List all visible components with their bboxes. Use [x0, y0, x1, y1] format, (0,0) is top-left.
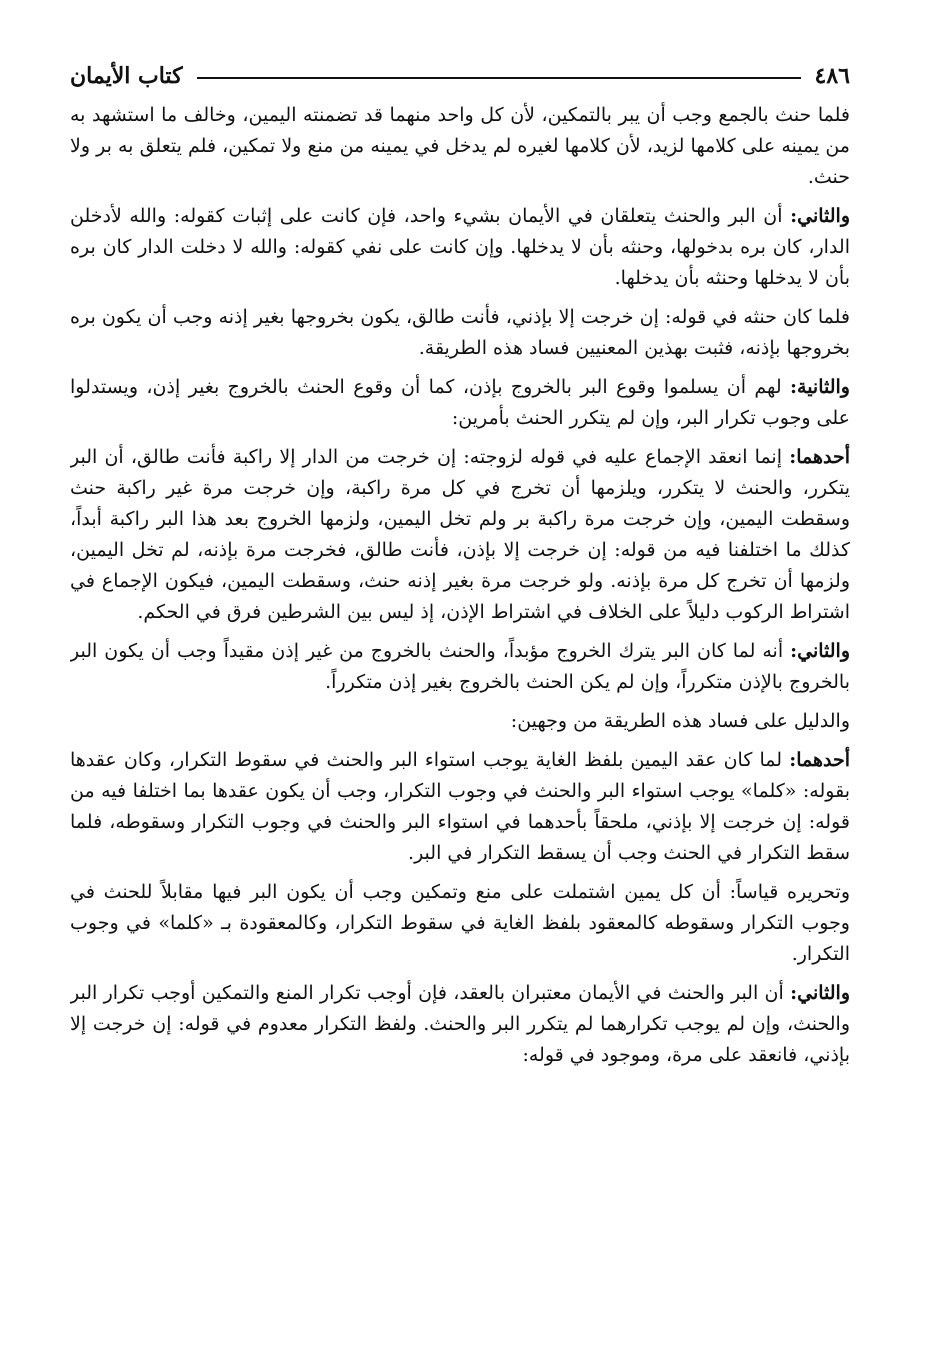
book-page [70, 58, 850, 1358]
paragraph-lead: أحدهما: [789, 749, 850, 771]
page-body [70, 100, 850, 1071]
paragraph [70, 877, 850, 970]
paragraph [70, 100, 850, 193]
paragraph-text: أنه لما كان البر يترك الخروج مؤبداً، والحنث بالخروج من غير إذن مقيداً وجب أن يكون البر بالخروج بالإذن متكرراً، وإن لم يكن الحنث بالخروج بغير إذن متكرراً. [70, 640, 850, 693]
book-title: كتاب الأيمان [70, 63, 183, 89]
paragraph-lead: أحدهما: [789, 446, 850, 468]
paragraph-text: وتحريره قياساً: أن كل يمين اشتملت على منع وتمكين وجب أن يكون البر فيها مقابلاً للحنث في وجوب التكرار وسقوطه كالمعقود بلفظ الغاية في سقوط التكرار، وكالمعقودة بـ «كلما» في وجوب التكرار. [70, 881, 850, 965]
paragraph-text: لما كان عقد اليمين بلفظ الغاية يوجب استواء البر والحنث في سقوط التكرار، وكان عقدها بقوله: «كلما» يوجب استواء البر والحنث في وجوب التكرار، وجب أن يكون عقدها بما اختلفا فيه من قوله: إن خرجت إلا بإذني، ملحقاً بأحدهما في استواء البر والحنث في وجوب التكرار وسقوطه، فلما سقط التكرار في الحنث وجب أن يسقط التكرار في البر. [70, 749, 850, 864]
paragraph [70, 706, 850, 737]
paragraph [70, 442, 850, 628]
paragraph-text: لهم أن يسلموا وقوع البر بالخروج بإذن، كما أن وقوع الحنث بالخروج بغير إذن، ويستدلوا على وجوب تكرار البر، وإن لم يتكرر الحنث بأمرين: [70, 376, 850, 429]
page-header [70, 58, 850, 94]
paragraph-text: أن البر والحنث يتعلقان في الأيمان بشيء واحد، فإن كانت على إثبات كقوله: والله لأدخلن الدار، كان بره بدخولها، وحنثه بأن لا يدخلها. وإن كانت على نفي كقوله: والله لا دخلت الدار كان بره بأن لا يدخلها وحنثه بأن يدخلها. [70, 205, 850, 289]
paragraph-text: أن البر والحنث في الأيمان معتبران بالعقد، فإن أوجب تكرار المنع والتمكين أوجب تكرار البر والحنث، وإن لم يوجب تكرارهما لم يتكرر البر والحنث. ولفظ التكرار معدوم في قوله: إن خرجت إلا بإذني، فانعقد على مرة، وموجود في قوله: [70, 982, 850, 1066]
paragraph-text: فلما كان حنثه في قوله: إن خرجت إلا بإذني، فأنت طالق، يكون بخروجها بغير إذنه وجب أن يكون بره بخروجها بإذنه، فثبت بهذين المعنيين فساد هذه الطريقة. [70, 306, 850, 359]
paragraph [70, 302, 850, 364]
header-rule [197, 77, 801, 79]
paragraph-text: إنما انعقد الإجماع عليه في قوله لزوجته: إن خرجت من الدار إلا راكبة فأنت طالق، أن البر يتكرر، والحنث لا يتكرر، ويلزمها أن تخرج في كل مرة راكبة، وإن خرجت مرة غير راكبة حنث وسقطت اليمين، وإن خرجت مرة راكبة بر ولم تخل اليمين، ولزمها الخروج بعد هذا البر راكبة أبداً، كذلك ما اختلفنا فيه من قوله: إن خرجت إلا بإذن، فأنت طالق، فخرجت مرة بإذنه، لم تخل اليمين، ولزمها أن تخرج كل مرة بإذنه. ولو خرجت مرة بغير إذنه حنث، وسقطت اليمين، فيكون الإجماع في اشتراط الركوب دليلاً على الخلاف في اشتراط الإذن، إذ ليس بين الشرطين فرق في الحكم. [70, 446, 850, 623]
paragraph-lead: والثاني: [790, 205, 850, 227]
paragraph-lead: والثانية: [790, 376, 850, 398]
paragraph-lead: والثاني: [790, 982, 850, 1004]
paragraph-lead: والثاني: [790, 640, 850, 662]
paragraph [70, 372, 850, 434]
paragraph [70, 201, 850, 294]
paragraph [70, 636, 850, 698]
paragraph [70, 745, 850, 869]
paragraph-text: فلما حنث بالجمع وجب أن يبر بالتمكين، لأن كل واحد منهما قد تضمنته اليمين، وخالف ما استشهد به من يمينه على كلامها لزيد، لأن كلامها لغيره لم يدخل في يمينه من منع ولا تمكين، فلم يتعلق به بر ولا حنث. [70, 104, 850, 188]
paragraph-text: والدليل على فساد هذه الطريقة من وجهين: [510, 710, 850, 732]
paragraph [70, 978, 850, 1071]
page-number: ٤٨٦ [814, 63, 850, 89]
